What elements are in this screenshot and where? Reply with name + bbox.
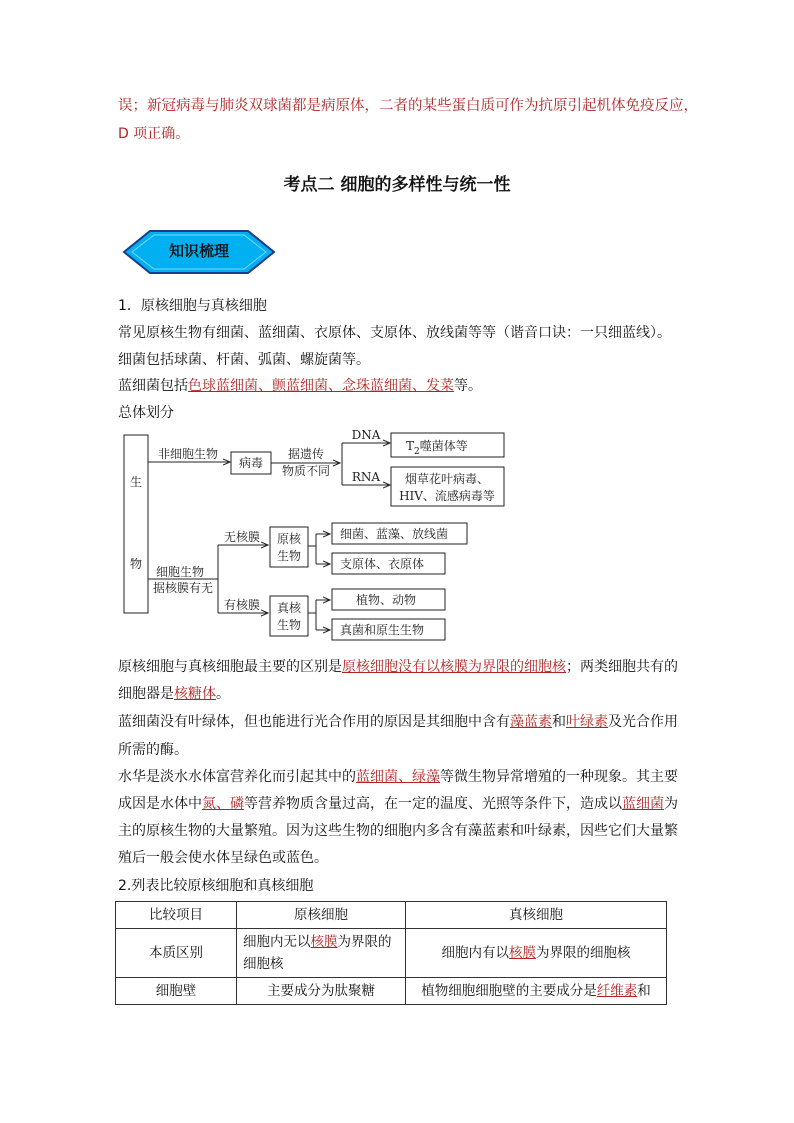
- bloom-paragraph-line1: 水华是淡水水体富营养化而引起其中的蓝细菌、绿藻等微生物异常增殖的一种现象。其主要: [118, 769, 678, 785]
- part2-heading: 2.列表比较原核细胞和真核细胞: [118, 878, 314, 894]
- root-box: [124, 435, 148, 613]
- row1-eukaryote: 细胞内有以核膜为界限的细胞核: [406, 929, 667, 978]
- genetic-criterion-1: 据遗传: [287, 447, 325, 461]
- cyano-suffix: 等。: [454, 378, 482, 394]
- euk-item2: 真菌和原生生物: [340, 623, 425, 637]
- row2-label: 细胞壁: [116, 978, 237, 1005]
- row1-label: 本质区别: [116, 929, 237, 978]
- phycocyanin-answer: 藻蓝素: [510, 714, 552, 730]
- euk-item1: 植物、动物: [356, 593, 417, 607]
- ribosome-answer: 核糖体: [174, 686, 216, 702]
- part1-heading: 1．原核细胞与真核细胞: [118, 298, 267, 314]
- nutrients-answer: 氮、磷: [202, 796, 244, 812]
- classification-diagram: [118, 430, 508, 646]
- diff-paragraph-line1: 原核细胞与真核细胞最主要的区别是原核细胞没有以核膜为界限的细胞核；两类细胞共有的: [118, 659, 678, 675]
- prokaryote-line1: 原核: [276, 532, 302, 546]
- has-membrane-label: 有核膜: [223, 598, 261, 612]
- photo-paragraph-line2: 所需的酶。: [118, 742, 188, 758]
- section-title: 考点二 细胞的多样性与统一性: [283, 175, 511, 195]
- cyano-items: 色球蓝细菌、颤蓝细菌、念珠蓝细菌、发菜: [188, 378, 454, 394]
- root-char-2: 物: [129, 557, 143, 571]
- bloom-paragraph-line3: 主的原核生物的大量繁殖。因为这些生物的细胞内多含有藻蓝素和叶绿素，因些它们大量繁: [118, 823, 678, 839]
- cyano-prefix: 蓝细菌包括: [118, 378, 188, 394]
- dna-label: DNA: [351, 430, 381, 442]
- diff-key-answer: 原核细胞没有以核膜为界限的细胞核: [342, 659, 566, 675]
- row2-prokaryote: 主要成分为肽聚糖: [237, 978, 406, 1005]
- row1-prokaryote: 细胞内无以核膜为界限的 细胞核: [237, 929, 406, 978]
- header-eukaryote: 真核细胞: [406, 902, 667, 929]
- table-row: [116, 978, 667, 1005]
- header-item: 比较项目: [116, 902, 237, 929]
- intro-line-2: D 项正确。: [118, 126, 190, 142]
- table-header-row: [116, 902, 667, 929]
- prok-item2: 支原体、衣原体: [340, 557, 425, 571]
- root-char-1: 生: [129, 475, 143, 489]
- bloom-paragraph-line4: 殖后一般会使水体呈绿色或蓝色。: [118, 850, 328, 866]
- rna-label: RNA: [351, 470, 381, 484]
- chlorophyll-answer: 叶绿素: [566, 714, 608, 730]
- bloom-paragraph-line2: 成因是水体中氮、磷等营养物质含量过高，在一定的温度、光照等条件下，造成以蓝细菌为: [118, 796, 678, 812]
- bacteria-line: 细菌包括球菌、杆菌、弧菌、螺旋菌等。: [118, 352, 370, 368]
- eukaryote-line2: 生物: [276, 618, 302, 632]
- comparison-table: [115, 901, 667, 1005]
- prok-item1: 细菌、蓝藻、放线菌: [340, 527, 449, 541]
- common-prokaryotes-line: 常见原核生物有细菌、蓝细菌、衣原体、支原体、放线菌等等（谐音口诀：一只细蓝线）。: [118, 325, 671, 341]
- non-cellular-label: 非细胞生物: [157, 447, 219, 461]
- table-row: [116, 929, 667, 978]
- diff-paragraph-line2: 细胞器是核糖体。: [118, 686, 230, 702]
- overview-label: 总体划分: [118, 405, 174, 421]
- row2-eukaryote: 植物细胞细胞壁的主要成分是纤维素和: [406, 978, 667, 1005]
- cellular-label: 细胞生物: [155, 565, 205, 579]
- photo-paragraph-line1: 蓝细菌没有叶绿体，但也能进行光合作用的原因是其细胞中含有藻蓝素和叶绿素及光合作用: [118, 714, 678, 730]
- membrane-criterion: 据核膜有无: [152, 581, 214, 595]
- cyanobacteria-answer: 蓝细菌: [622, 796, 664, 812]
- bloom-organisms-answer: 蓝细菌、绿藻: [356, 769, 440, 785]
- cyanobacteria-line: [118, 376, 482, 396]
- eukaryote-line1: 真核: [276, 601, 302, 615]
- no-membrane-label: 无核膜: [223, 530, 261, 544]
- prokaryote-line2: 生物: [276, 549, 302, 563]
- rna-virus-line2: HIV、流感病毒等: [399, 489, 495, 503]
- section-badge-label: 知识梳理: [168, 242, 229, 260]
- rna-virus-line1: 烟草花叶病毒、: [404, 472, 490, 486]
- intro-line-1: 误；新冠病毒与肺炎双球菌都是病原体，二者的某些蛋白质可作为抗原引起机体免疫反应，: [118, 98, 698, 114]
- phage-label: $T_2$噬菌体等: [406, 439, 468, 457]
- virus-label: 病毒: [238, 456, 264, 470]
- header-prokaryote: 原核细胞: [237, 902, 406, 929]
- genetic-criterion-2: 物质不同: [281, 464, 331, 478]
